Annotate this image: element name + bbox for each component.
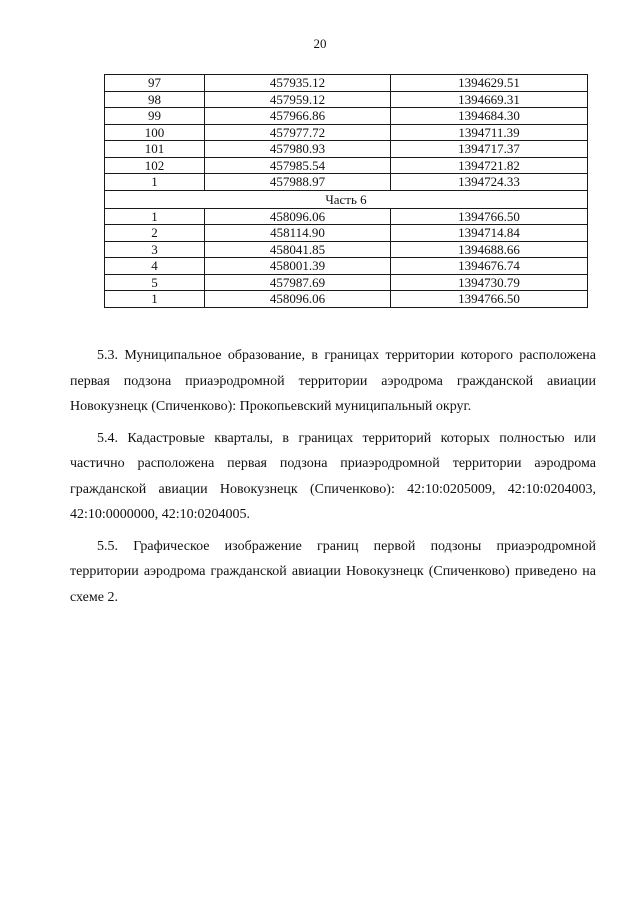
- table-row: [105, 124, 588, 141]
- y-coordinate-cell: 1394721.82: [391, 157, 588, 174]
- table-row: [105, 174, 588, 191]
- x-coordinate-cell: 457935.12: [205, 75, 391, 92]
- page-number: 20: [313, 36, 327, 51]
- y-coordinate-cell: 1394717.37: [391, 141, 588, 158]
- table-row: [105, 258, 588, 275]
- y-coordinate-cell: 1394766.50: [391, 291, 588, 308]
- point-number-cell: 4: [105, 258, 205, 275]
- point-number-cell: 99: [105, 108, 205, 125]
- x-coordinate-cell: 458096.06: [205, 291, 391, 308]
- point-number-cell: 97: [105, 75, 205, 92]
- point-number-cell: 2: [105, 225, 205, 242]
- x-coordinate-cell: 457985.54: [205, 157, 391, 174]
- paragraph-5-5: 5.5. Графическое изображение границ первой подзоны приаэродромной территории аэродрома гражданской авиации Новокузнецк (Спиченково) приведено на схеме 2.: [70, 538, 596, 605]
- point-number-cell: 100: [105, 124, 205, 141]
- paragraph-5-3: 5.3. Муниципальное образование, в границах территории которого расположена первая подзона приаэродромной территории аэродрома гражданской авиации Новокузнецк (Спиченково): Прокопьевский муниципальный округ.: [70, 348, 596, 414]
- body-text: [70, 343, 596, 616]
- x-coordinate-cell: 457966.86: [205, 108, 391, 125]
- table-row: [105, 157, 588, 174]
- x-coordinate-cell: 458096.06: [205, 208, 391, 225]
- y-coordinate-cell: 1394676.74: [391, 258, 588, 275]
- point-number-cell: 1: [105, 208, 205, 225]
- table-section-row: [105, 190, 588, 208]
- point-number-cell: 1: [105, 291, 205, 308]
- y-coordinate-cell: 1394684.30: [391, 108, 588, 125]
- y-coordinate-cell: 1394688.66: [391, 241, 588, 258]
- x-coordinate-cell: 457987.69: [205, 274, 391, 291]
- point-number-cell: 3: [105, 241, 205, 258]
- x-coordinate-cell: 457980.93: [205, 141, 391, 158]
- y-coordinate-cell: 1394724.33: [391, 174, 588, 191]
- y-coordinate-cell: 1394711.39: [391, 124, 588, 141]
- x-coordinate-cell: 458001.39: [205, 258, 391, 275]
- point-number-cell: 5: [105, 274, 205, 291]
- table-section-title: Часть 6: [105, 190, 588, 208]
- y-coordinate-cell: 1394714.84: [391, 225, 588, 242]
- coordinates-table: [104, 74, 588, 308]
- table-row: [105, 208, 588, 225]
- y-coordinate-cell: 1394669.31: [391, 91, 588, 108]
- table-row: [105, 75, 588, 92]
- y-coordinate-cell: 1394766.50: [391, 208, 588, 225]
- table-row: [105, 91, 588, 108]
- coordinates-table-body: [105, 75, 588, 308]
- x-coordinate-cell: 457977.72: [205, 124, 391, 141]
- point-number-cell: 101: [105, 141, 205, 158]
- point-number-cell: 1: [105, 174, 205, 191]
- table-row: [105, 274, 588, 291]
- table-row: [105, 108, 588, 125]
- x-coordinate-cell: 458114.90: [205, 225, 391, 242]
- table-row: [105, 225, 588, 242]
- paragraph-5-4: 5.4. Кадастровые кварталы, в границах территорий которых полностью или частично расположена первая подзона приаэродромной территории аэродрома гражданской авиации Новокузнецк (Спиченково): 42:10:0205009, 42:10:0204003, 42:10:0000000, 42:10:0204005.: [70, 430, 596, 522]
- point-number-cell: 102: [105, 157, 205, 174]
- table-row: [105, 141, 588, 158]
- y-coordinate-cell: 1394629.51: [391, 75, 588, 92]
- table-row: [105, 291, 588, 308]
- x-coordinate-cell: 457988.97: [205, 174, 391, 191]
- y-coordinate-cell: 1394730.79: [391, 274, 588, 291]
- point-number-cell: 98: [105, 91, 205, 108]
- table-row: [105, 241, 588, 258]
- x-coordinate-cell: 458041.85: [205, 241, 391, 258]
- x-coordinate-cell: 457959.12: [205, 91, 391, 108]
